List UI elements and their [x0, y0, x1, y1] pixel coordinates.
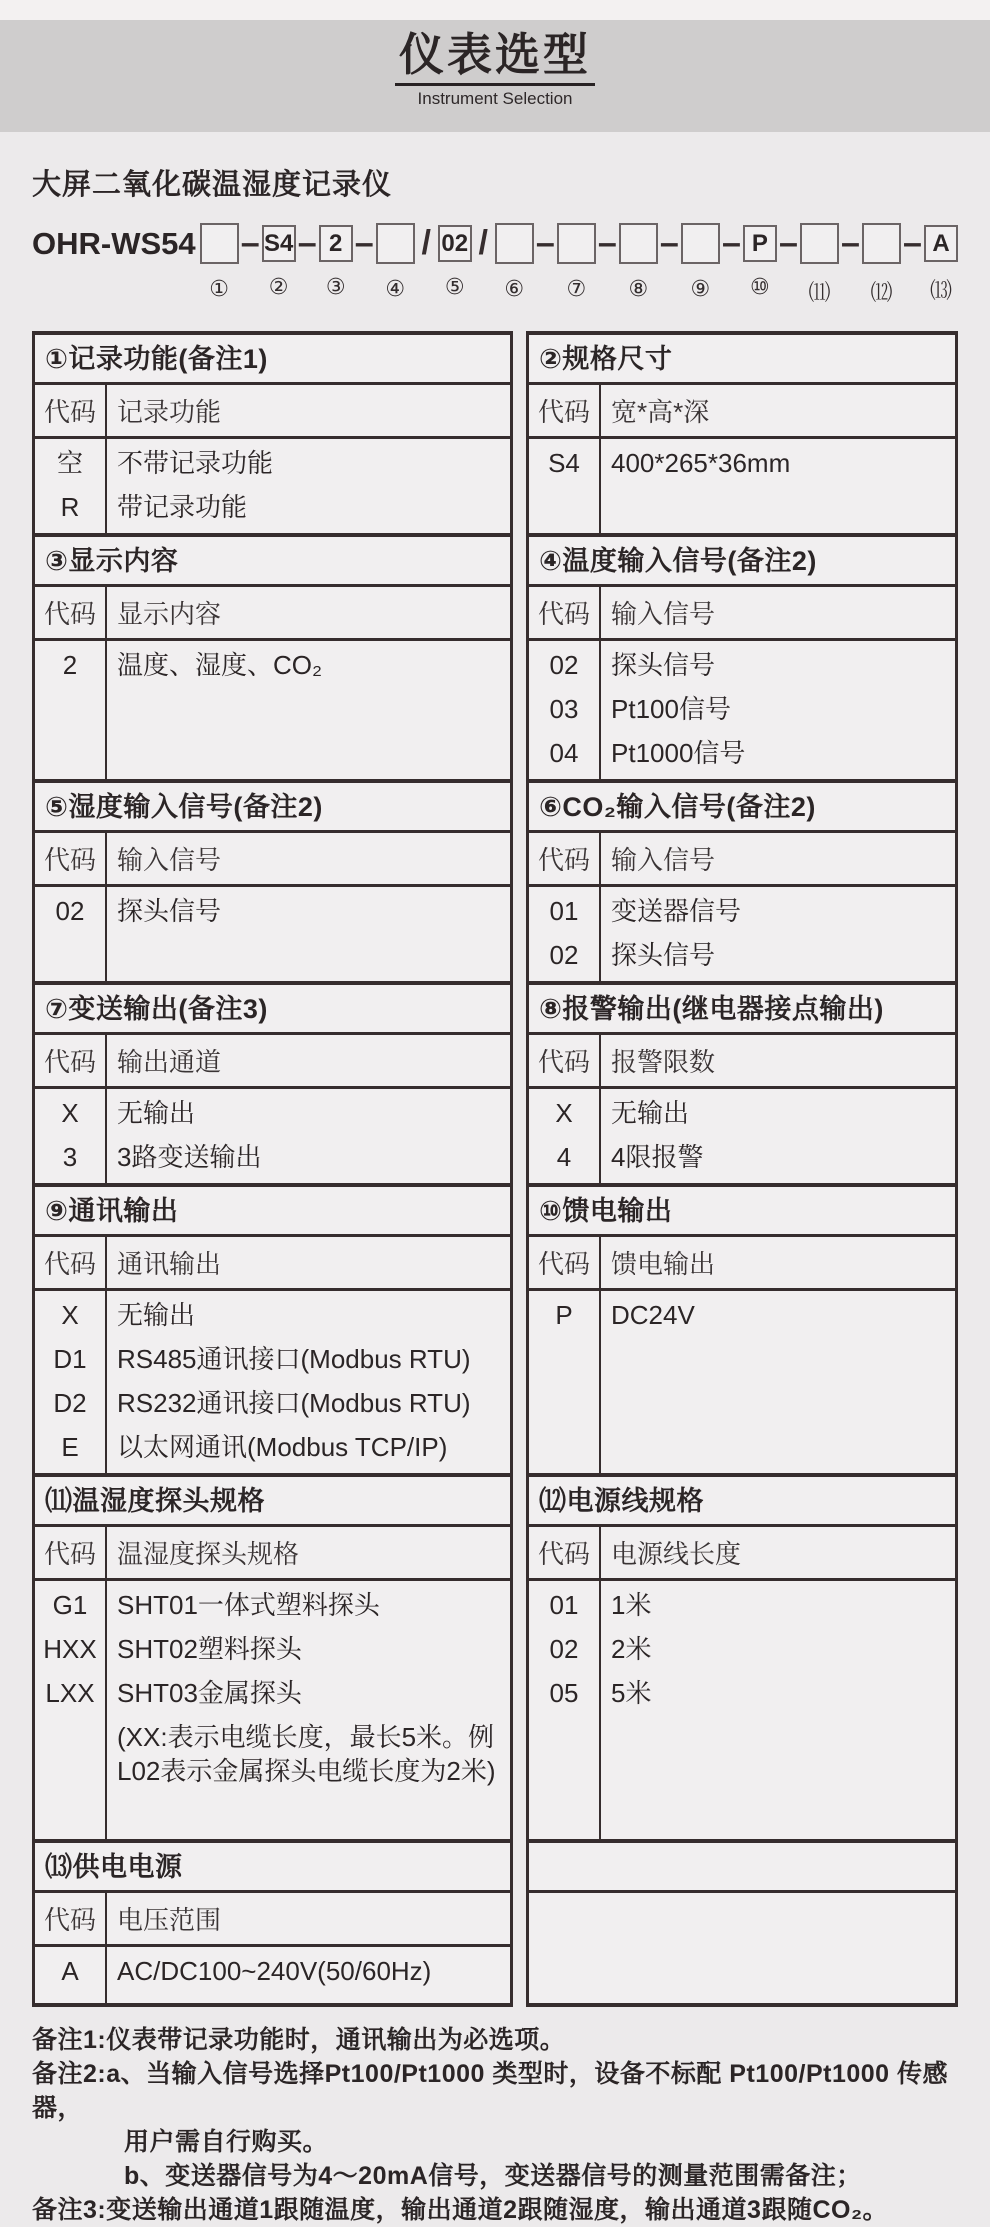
desc-header: 电源线长度 — [611, 1539, 742, 1570]
section-display-content — [32, 537, 513, 783]
code-header: 代码 — [529, 1527, 601, 1578]
page-header — [0, 20, 990, 132]
model-index-7: ⑦ — [566, 276, 587, 301]
desc-cell: 5米 — [611, 1678, 652, 1709]
model-segment — [619, 223, 658, 302]
section-transmit-output — [32, 985, 513, 1187]
note-line: 用户需自行购买。 — [124, 2128, 329, 2157]
desc-column — [107, 641, 510, 779]
note-line: 备注1:仪表带记录功能时，通讯输出为必选项。 — [32, 2026, 566, 2055]
model-box-12 — [862, 223, 901, 264]
desc-cell: SHT01一体式塑料探头 — [117, 1590, 380, 1621]
code-cell: E — [61, 1432, 79, 1463]
section-alarm-output — [526, 985, 958, 1187]
desc-cell: SHT02塑料探头 — [117, 1634, 302, 1665]
code-cell: D2 — [53, 1388, 87, 1419]
model-segment — [319, 223, 353, 300]
desc-column — [601, 641, 955, 779]
desc-column — [601, 887, 955, 981]
desc-header: 报警限数 — [611, 1047, 716, 1078]
note-line: 备注3:变送输出通道1跟随温度，输出通道2跟随湿度，输出通道3跟随CO₂。 — [32, 2196, 889, 2225]
section-probe-spec — [32, 1477, 513, 1843]
section-feed-output — [526, 1187, 958, 1477]
model-separator: – — [354, 224, 374, 262]
section-title: ⑤湿度输入信号(备注2) — [35, 783, 510, 833]
code-header: 代码 — [35, 1527, 107, 1578]
blank-cell — [529, 1843, 955, 1893]
desc-cell: 3路变送输出 — [117, 1142, 262, 1173]
section-temp-input — [526, 537, 958, 783]
desc-column — [107, 1089, 510, 1183]
code-cell: G1 — [52, 1590, 88, 1621]
model-box-2: S4 — [262, 225, 296, 262]
code-cell: HXX — [43, 1634, 97, 1665]
desc-column — [107, 1291, 510, 1473]
model-separator: – — [903, 224, 922, 262]
model-separator: – — [778, 224, 798, 262]
model-box-3: 2 — [319, 225, 353, 262]
code-cell: 01 — [549, 1590, 579, 1621]
desc-column — [601, 439, 955, 533]
desc-column — [601, 1089, 955, 1183]
desc-cell: Pt100信号 — [611, 694, 731, 725]
code-header: 代码 — [529, 1237, 601, 1288]
desc-cell: SHT03金属探头 — [117, 1678, 302, 1709]
section-power-supply — [32, 1843, 513, 2007]
model-index-8: ⑧ — [628, 276, 649, 301]
model-box-7 — [557, 223, 596, 264]
code-cell: 2 — [62, 650, 78, 681]
page-content — [0, 162, 990, 2227]
code-column — [529, 439, 601, 533]
code-cell: R — [60, 492, 80, 523]
code-header: 代码 — [35, 1237, 107, 1288]
desc-cell: 4限报警 — [611, 1142, 704, 1173]
model-segment — [862, 223, 901, 307]
model-box-13: A — [924, 225, 958, 262]
desc-cell: 无输出 — [117, 1300, 196, 1331]
desc-cell: 探头信号 — [611, 650, 716, 681]
model-index-3: ③ — [325, 274, 346, 299]
code-column — [35, 1089, 107, 1183]
desc-cell: 不带记录功能 — [117, 448, 274, 479]
desc-header: 记录功能 — [117, 397, 222, 428]
desc-cell: 2米 — [611, 1634, 652, 1665]
code-header: 代码 — [35, 1035, 107, 1086]
model-separator: – — [597, 224, 617, 262]
desc-column — [107, 887, 510, 981]
model-index-2: ② — [268, 274, 289, 299]
desc-cell: DC24V — [611, 1300, 695, 1331]
section-title: ⑿电源线规格 — [529, 1477, 955, 1527]
model-index-9: ⑨ — [690, 276, 711, 301]
model-box-1 — [200, 223, 239, 264]
code-cell: X — [555, 1098, 573, 1129]
code-header: 代码 — [529, 587, 601, 638]
desc-header: 输入信号 — [117, 845, 222, 876]
model-box-9 — [681, 223, 720, 264]
desc-cell: RS232通讯接口(Modbus RTU) — [117, 1388, 471, 1419]
code-cell: 05 — [549, 1678, 579, 1709]
code-cell: S4 — [548, 448, 580, 479]
desc-header: 输入信号 — [611, 845, 716, 876]
model-separator: – — [721, 224, 741, 262]
code-cell: X — [61, 1098, 79, 1129]
code-column — [35, 1947, 107, 2003]
blank-cell — [529, 1893, 955, 2003]
desc-header: 输入信号 — [611, 599, 716, 630]
code-column — [529, 641, 601, 779]
code-cell: D1 — [53, 1344, 87, 1375]
model-index-11: ⑾ — [808, 280, 831, 305]
section-co2-input — [526, 783, 958, 985]
model-segment — [495, 223, 534, 302]
code-header: 代码 — [35, 1893, 107, 1944]
model-index-12: ⑿ — [870, 280, 893, 305]
model-segment — [557, 223, 596, 302]
model-segment — [924, 223, 958, 305]
model-prefix: OHR-WS54 — [32, 226, 196, 261]
code-column — [35, 439, 107, 533]
code-cell: 02 — [549, 940, 579, 971]
section-title: ⑩馈电输出 — [529, 1187, 955, 1237]
section-title: ⑥CO₂输入信号(备注2) — [529, 783, 955, 833]
desc-cell: Pt1000信号 — [611, 738, 746, 769]
model-separator: – — [297, 224, 317, 262]
model-index-10: ⑩ — [750, 274, 770, 299]
desc-cell: 带记录功能 — [117, 492, 248, 523]
model-box-11 — [800, 223, 839, 264]
desc-header: 显示内容 — [117, 599, 222, 630]
section-dimensions — [526, 331, 958, 537]
model-box-4 — [376, 223, 415, 264]
desc-header: 输出通道 — [117, 1047, 222, 1078]
section-title: ⑨通讯输出 — [35, 1187, 510, 1237]
section-title: ⑧报警输出(继电器接点输出) — [529, 985, 955, 1035]
model-separator: – — [659, 224, 679, 262]
code-cell: LXX — [45, 1678, 95, 1709]
page-title: 仪表选型 — [395, 30, 595, 86]
desc-cell: 1米 — [611, 1590, 652, 1621]
code-cell: 3 — [62, 1142, 78, 1173]
model-segment — [200, 223, 239, 302]
code-column — [35, 887, 107, 981]
code-column — [529, 887, 601, 981]
model-index-6: ⑥ — [504, 276, 525, 301]
page-subtitle: Instrument Selection — [417, 88, 573, 108]
footnotes — [32, 2023, 958, 2227]
desc-column — [107, 1947, 510, 2003]
model-separator: / — [421, 224, 431, 262]
desc-header: 馈电输出 — [611, 1249, 716, 1280]
model-segment — [376, 223, 415, 302]
code-header: 代码 — [35, 385, 107, 436]
code-cell: A — [61, 1956, 79, 1987]
section-humidity-input — [32, 783, 513, 985]
code-column — [529, 1089, 601, 1183]
code-cell: 4 — [556, 1142, 572, 1173]
code-column — [35, 641, 107, 779]
section-title: ①记录功能(备注1) — [35, 335, 510, 385]
code-header: 代码 — [35, 587, 107, 638]
desc-cell: 以太网通讯(Modbus TCP/IP) — [117, 1432, 448, 1463]
model-segment — [681, 223, 720, 302]
model-index-5: ⑤ — [444, 274, 465, 299]
section-title: ⑾温湿度探头规格 — [35, 1477, 510, 1527]
code-column — [35, 1291, 107, 1473]
model-box-5: 02 — [438, 225, 472, 262]
model-box-10: P — [743, 225, 777, 262]
desc-header: 宽*高*深 — [611, 397, 710, 428]
section-record-function — [32, 331, 513, 537]
desc-header: 温湿度探头规格 — [117, 1539, 300, 1570]
model-segment — [800, 223, 839, 307]
desc-cell: 变送器信号 — [611, 896, 742, 927]
desc-cell: 探头信号 — [117, 896, 222, 927]
desc-column — [601, 1581, 955, 1839]
section-title: ③显示内容 — [35, 537, 510, 587]
code-cell: 02 — [549, 1634, 579, 1665]
code-cell: 03 — [549, 694, 579, 725]
model-segment — [438, 223, 472, 300]
note-line: 备注2:a、当输入信号选择Pt100/Pt1000 类型时，设备不标配 Pt100/Pt1000 传感器， — [32, 2060, 949, 2123]
model-box-8 — [619, 223, 658, 264]
desc-cell: 探头信号 — [611, 940, 716, 971]
desc-cell: 无输出 — [611, 1098, 690, 1129]
model-index-4: ④ — [385, 276, 406, 301]
code-header: 代码 — [529, 1035, 601, 1086]
code-header: 代码 — [35, 833, 107, 884]
code-cell: 04 — [549, 738, 579, 769]
desc-header: 电压范围 — [117, 1905, 222, 1936]
desc-cell: AC/DC100~240V(50/60Hz) — [117, 1956, 432, 1987]
desc-column — [107, 1581, 510, 1839]
section-comm-output — [32, 1187, 513, 1477]
model-box-6 — [495, 223, 534, 264]
code-header: 代码 — [529, 833, 601, 884]
section-power-cord-spec — [526, 1477, 958, 1843]
section-title: ④温度输入信号(备注2) — [529, 537, 955, 587]
section-title: ⒀供电电源 — [35, 1843, 510, 1893]
model-separator: – — [535, 224, 555, 262]
code-cell: 02 — [549, 650, 579, 681]
top-strip — [0, 0, 990, 20]
desc-header: 通讯输出 — [117, 1249, 222, 1280]
desc-column — [107, 439, 510, 533]
model-index-13: ⒀ — [930, 278, 953, 303]
model-code-row — [32, 223, 958, 307]
model-separator: – — [240, 224, 260, 262]
model-separator: – — [841, 224, 860, 262]
code-cell: 02 — [55, 896, 85, 927]
model-segment — [262, 223, 296, 300]
code-column — [35, 1581, 107, 1839]
desc-cell: 温度、湿度、CO₂ — [117, 650, 323, 681]
section-title: ②规格尺寸 — [529, 335, 955, 385]
model-index-1: ① — [209, 276, 229, 301]
model-separator: / — [478, 224, 488, 262]
probe-cable-note: (XX:表示电缆长度，最长5米。例L02表示金属探头电缆长度为2米) — [117, 1722, 496, 1787]
note-line: b、变送器信号为4～20mA信号，变送器信号的测量范围需备注； — [124, 2162, 862, 2191]
desc-column — [601, 1291, 955, 1473]
code-cell: 空 — [56, 448, 83, 479]
code-column — [529, 1581, 601, 1839]
code-cell: X — [61, 1300, 79, 1331]
section-title: ⑦变送输出(备注3) — [35, 985, 510, 1035]
selection-table — [32, 331, 958, 2007]
desc-cell: 400*265*36mm — [611, 448, 791, 479]
section-blank — [526, 1843, 958, 2007]
code-header: 代码 — [529, 385, 601, 436]
model-segment — [743, 223, 777, 300]
code-column — [529, 1291, 601, 1473]
code-cell: P — [555, 1300, 573, 1331]
code-cell: 01 — [549, 896, 579, 927]
product-name: 大屏二氧化碳温湿度记录仪 — [32, 169, 393, 201]
desc-cell: 无输出 — [117, 1098, 196, 1129]
desc-cell: RS485通讯接口(Modbus RTU) — [117, 1344, 471, 1375]
